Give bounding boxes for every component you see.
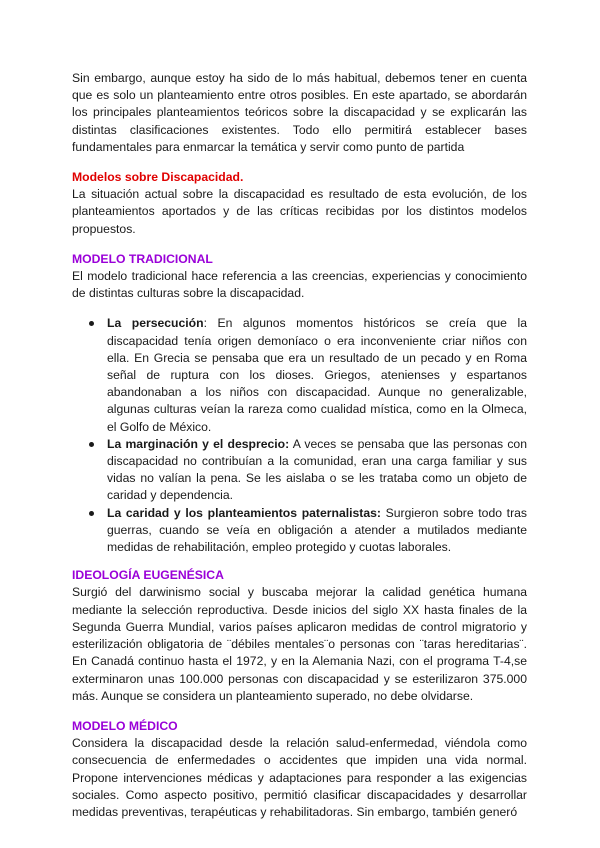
modelos-paragraph: La situación actual sobre la discapacidad es resultado de esta evolución, de los planteamientos aportados y de las críticas recibidas por los distintos modelos propuestos.	[72, 187, 527, 236]
bullet-item-caridad	[89, 505, 527, 557]
bullet-term: La marginación y el desprecio:	[107, 436, 290, 451]
section-heading-modelos: Modelos sobre Discapacidad.	[72, 170, 244, 185]
bullet-text: Surgieron sobre todo tras guerras, cuando se veía en obligación a atender a mutilados mediante medidas de rehabilitación, empleo protegido y cuotas laborales.	[107, 505, 527, 555]
bullet-item-persecucion	[89, 315, 527, 435]
bullet-text: A veces se pensaba que las personas con discapacidad no contribuían a la comunidad, eran una carga familiar y sus vidas no valían la pena. Se les aislaba o se les trataba como un objeto de caridad y dependencia.	[107, 436, 527, 503]
intro-paragraph: Sin embargo, aunque estoy ha sido de lo más habitual, debemos tener en cuenta que es solo un planteamiento entre otros posibles. En este apartado, se abordarán los principales planteamientos teóricos sobre la discapacidad y se explicarán las distintas clasificaciones existentes. Todo ello permitirá establecer bases fundamentales para enmarcar la temática y servir como punto de partida	[72, 71, 527, 154]
bullet-term: La persecución	[107, 316, 204, 331]
document-body	[72, 70, 527, 821]
bullet-term: La caridad y los planteamientos paternalistas:	[107, 505, 381, 520]
tradicional-bullet-list	[72, 315, 527, 556]
section-heading-eugenesica: IDEOLOGÍA EUGENÉSICA	[72, 568, 224, 583]
eugenesica-paragraph: Surgió del darwinismo social y buscaba mejorar la calidad genética humana mediante la selección reproductiva. Desde inicios del siglo XX hasta finales de la Segunda Guerra Mundial, varios países aplicaron medidas de control migratorio y esterilización obligatoria de ¨débiles mentales¨o personas con ¨taras hereditarias¨. En Canadá continuo hasta el 1972, y en la Alemania Nazi, con el programa T-4,se exterminaron unas 100.000 personas con discapacidad y se esterilizaron 375.000 más. Aunque se considera un planteamiento superado, no debe olvidarse.	[72, 585, 527, 703]
section-heading-tradicional: MODELO TRADICIONAL	[72, 251, 213, 266]
bullet-item-marginacion	[89, 436, 527, 505]
bullet-dot-icon	[89, 511, 94, 516]
section-heading-medico: MODELO MÉDICO	[72, 718, 178, 733]
bullet-separator: :	[203, 316, 218, 331]
bullet-dot-icon	[89, 442, 94, 447]
bullet-dot-icon	[89, 321, 94, 326]
medico-paragraph: Considera la discapacidad desde la relación salud-enfermedad, viéndola como consecuencia de enfermedades o accidentes que impiden una vida normal. Propone intervenciones médicas y adaptaciones para responder a las exigencias sociales. Como aspecto positivo, permitió clasificar discapacidades y desarrollar medidas preventivas, terapéuticas y rehabilitadoras. Sin embargo, también generó	[72, 736, 527, 819]
tradicional-paragraph: El modelo tradicional hace referencia a las creencias, experiencias y conocimiento de distintas culturas sobre la discapacidad.	[72, 269, 527, 301]
bullet-text: En algunos momentos históricos se creía que la discapacidad tenía origen demoníaco o era inconveniente criar niños con ella. En Grecia se pensaba que era un resultado de un pecado y en Roma señal de ruptura con los dioses. Griegos, atenienses y espartanos abandonaban a los niños con discapacidad. Aunque no generalizable, algunas culturas veían la rareza como cualidad mística, como en la Olmeca, el Golfo de México.	[107, 316, 527, 434]
